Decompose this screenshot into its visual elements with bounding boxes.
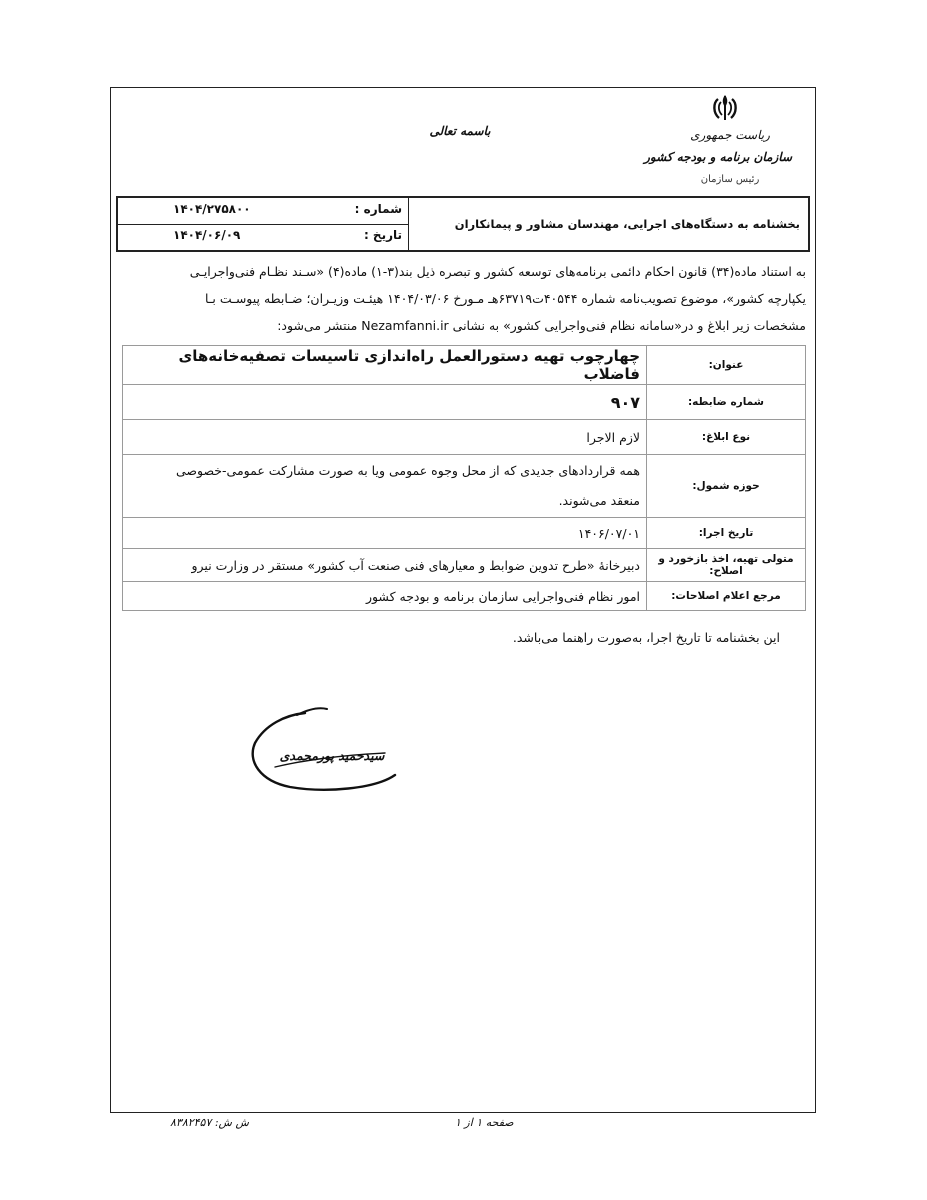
recipients-text: بخشنامه به دستگاه‌های اجرایی، مهندسان مشاور و پیمانکاران xyxy=(454,217,800,231)
table-row-title xyxy=(123,346,806,385)
standard-info-table xyxy=(122,345,806,611)
scope-line-1: همه قراردادهای جدیدی که از محل وجوه عمومی ویا به صورت مشارکت عمومی-خصوصی xyxy=(175,463,640,478)
letter-number: ۱۴۰۴/۲۷۵۸۰۰ xyxy=(173,202,251,216)
responsible-value: دبیرخانهٔ «طرح تدوین ضوابط و معیارهای فنی صنعت آب کشور» مستقر در وزارت نیرو xyxy=(123,549,647,582)
signatory-name: سیدحمید پورمحمدی xyxy=(279,748,385,763)
code-label: شماره ضابطه: xyxy=(647,385,806,420)
table-row-reference xyxy=(123,582,806,611)
title-value: چهارچوب تهیه دستورالعمل راه‌اندازی تاسیسات تصفیه‌خانه‌های فاضلاب xyxy=(123,346,647,385)
number-label: شماره : xyxy=(354,202,402,216)
scope-line-2: منعقد می‌شوند. xyxy=(558,493,640,508)
intro-line-2: یکپارچه کشور»، موضوع تصویب‌نامه شماره ۴۰۵۴۴ت۶۳۷۱۹هـ مـورخ ۱۴۰۴/۰۳/۰۶ هیئـت وزیـران؛ ضـابطه پیوسـت بـا xyxy=(204,291,806,306)
letter-meta-box xyxy=(116,196,810,252)
scope-value xyxy=(123,455,647,518)
org-name-presidency: ریاست جمهوری xyxy=(690,128,770,142)
table-row-responsible xyxy=(123,549,806,582)
org-head-title: رئیس سازمان xyxy=(700,174,760,185)
title-label: عنوان: xyxy=(647,346,806,385)
serial-number: ش ش: ۸۳۸۲۴۵۷ xyxy=(170,1116,249,1129)
org-name-pbo: سازمان برنامه و بودجه کشور xyxy=(644,150,792,164)
type-value: لازم الاجرا xyxy=(123,420,647,455)
effective-date-label: تاریخ اجرا: xyxy=(647,518,806,549)
basmala: باسمه تعالی xyxy=(429,124,491,138)
date-label: تاریخ : xyxy=(363,228,402,242)
intro-line-3: مشخصات زیر ابلاغ و در«سامانه نظام فنی‌واجرایی کشور» به نشانی Nezamfanni.ir منتشر می‌شود: xyxy=(277,318,806,333)
table-row-date xyxy=(123,518,806,549)
date-row xyxy=(118,224,408,250)
effective-date-value: ۱۴۰۶/۰۷/۰۱ xyxy=(123,518,647,549)
intro-line-1: به استناد ماده(۳۴) قانون احکام دائمی برنامه‌های توسعه کشور و تبصره ذیل بند(۳-۱) ماده(۴) «سـند نظـام فنی‌واجرایـی xyxy=(189,264,806,279)
scope-label: حوزه شمول: xyxy=(647,455,806,518)
number-row xyxy=(118,198,408,225)
type-label: نوع ابلاغ: xyxy=(647,420,806,455)
iran-emblem-icon xyxy=(708,93,742,123)
number-date-panel xyxy=(118,198,409,250)
guidance-note: این بخشنامه تا تاریخ اجرا، به‌صورت راهنما می‌باشد. xyxy=(512,630,780,645)
page-counter: صفحه ۱ از ۱ xyxy=(455,1116,514,1129)
reference-value: امور نظام فنی‌واجرایی سازمان برنامه و بودجه کشور xyxy=(123,582,647,611)
intro-paragraph xyxy=(128,258,806,339)
code-value: ۹۰۷ xyxy=(123,385,647,420)
responsible-label: متولی تهیه، اخذ بازخورد و اصلاح: xyxy=(647,549,806,582)
recipients-panel xyxy=(410,198,808,250)
letter-date: ۱۴۰۴/۰۶/۰۹ xyxy=(173,228,241,242)
table-row-scope xyxy=(123,455,806,518)
table-row-code xyxy=(123,385,806,420)
reference-label: مرجع اعلام اصلاحات: xyxy=(647,582,806,611)
table-row-type xyxy=(123,420,806,455)
